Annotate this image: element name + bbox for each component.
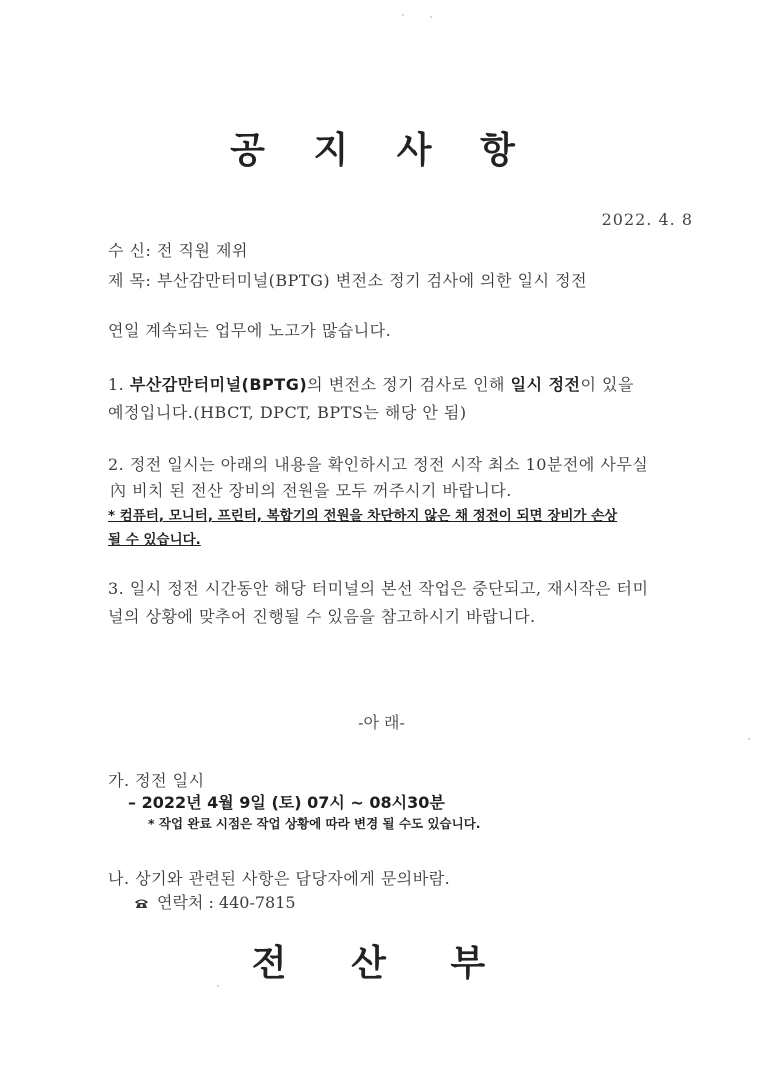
- terminal-name: 부산감만터미널(BPTG): [129, 375, 308, 394]
- notice-date: 2022. 4. 8: [601, 210, 693, 229]
- scan-speck: [430, 16, 432, 18]
- item-2-line-2: 內 비치 된 전산 장비의 전원을 모두 꺼주시기 바랍니다.: [110, 481, 512, 500]
- section-na-label: 나. 상기와 관련된 사항은 담당자에게 문의바람.: [108, 869, 451, 888]
- item-2-line-1: 2. 정전 일시는 아래의 내용을 확인하시고 정전 시작 최소 10분전에 사무실: [108, 455, 649, 474]
- contact-line: [134, 890, 296, 913]
- scan-speck: [748, 738, 750, 740]
- greeting-line: 연일 계속되는 업무에 노고가 많습니다.: [108, 321, 392, 340]
- outage-keyword: 일시 정전: [510, 375, 581, 394]
- item-3-line-2: 널의 상황에 맞추어 진행될 수 있음을 참고하시기 바랍니다.: [108, 607, 536, 626]
- subject-line: 제 목: 부산감만터미널(BPTG) 변전소 정기 검사에 의한 일시 정전: [108, 271, 588, 290]
- contact-number: 연락처 : 440-7815: [157, 893, 296, 912]
- warning-line-2: 될 수 있습니다.: [108, 532, 201, 548]
- details-header: -아 래-: [358, 713, 405, 732]
- telephone-icon: [134, 894, 149, 905]
- item-1-tail: 이 있을: [580, 375, 634, 394]
- section-ga-label: 가. 정전 일시: [108, 771, 205, 790]
- outage-schedule: – 2022년 4월 9일 (토) 07시 ~ 08시30분: [128, 793, 445, 812]
- scan-speck: [402, 14, 404, 16]
- recipient-line: 수 신: 전 직원 제위: [108, 241, 248, 260]
- item-1-mid: 의 변전소 정기 검사로 인해: [307, 375, 511, 394]
- department-name: 전 산 부: [251, 942, 512, 984]
- item-1-line-1: [108, 372, 634, 395]
- item-1-prefix: 1.: [108, 375, 130, 394]
- schedule-note: * 작업 완료 시점은 작업 상황에 따라 변경 될 수도 있습니다.: [148, 816, 481, 831]
- notice-title: 공 지 사 항: [230, 129, 533, 171]
- warning-line-1: * 컴퓨터, 모니터, 프린터, 복합기의 전원을 차단하지 않은 채 정전이 되면 장비가 손상: [108, 508, 618, 524]
- item-3-line-1: 3. 일시 정전 시간동안 해당 터미널의 본선 작업은 중단되고, 재시작은 터미: [108, 579, 649, 598]
- item-1-line-2: 예정입니다.(HBCT, DPCT, BPTS는 해당 안 됨): [108, 403, 467, 422]
